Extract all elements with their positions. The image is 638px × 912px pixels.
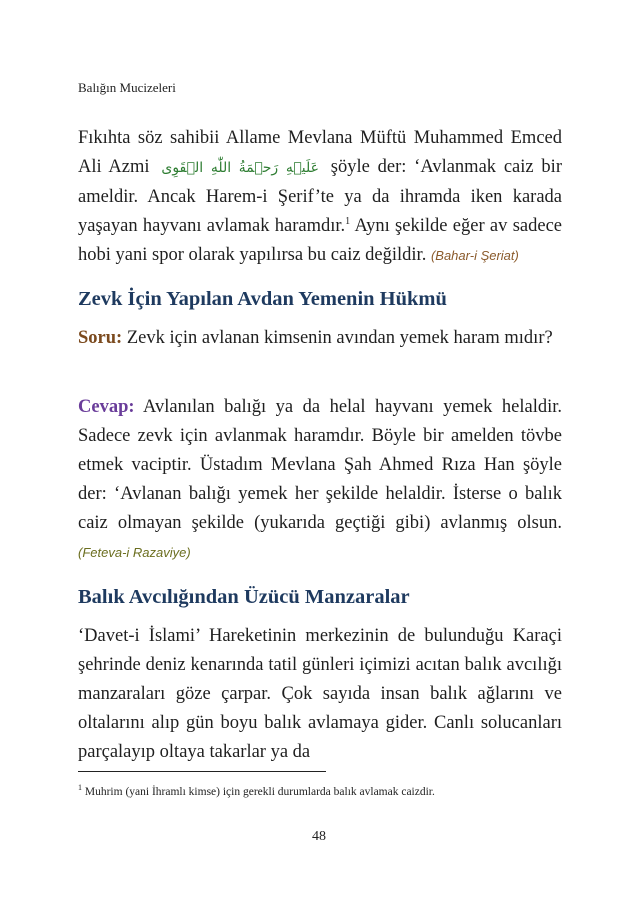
question-paragraph	[78, 324, 562, 353]
answer-text: Avlanılan balığı ya da helal hayvanı yemek helaldir. Sadece zevk için avlanmak haramdır. Böyle bir amelden tövbe etmek vaciptir. Üstadım Mevlana Şah Ahmed Rıza Han şöyle der: ‘Avlanan balığı yemek her şekilde helaldir. İsterse o balık caiz olmayan şekilde (yukarıda geçtiği gibi) avlanmış olsun.	[78, 397, 562, 533]
section-heading-balik-avciligi: Balık Avcılığından Üzücü Manzaralar	[78, 586, 410, 608]
citation-bahar-i-seriat: (Bahar-i Şeriat)	[430, 248, 519, 263]
question-text: Zevk için avlanan kimsenin avından yemek haram mıdır?	[126, 328, 553, 348]
running-header: Balığın Mucizeleri	[78, 80, 176, 95]
citation-feteva-i-razaviye: (Feteva-i Razaviye)	[78, 545, 191, 560]
intro-paragraph	[78, 124, 562, 270]
footnote-reference[interactable]: 1	[345, 215, 351, 227]
intro-text-part3: Aynı şekilde eğer av sadece hobi yani spor olarak yapılırsa bu caiz değildir.	[78, 216, 562, 265]
footnote	[78, 783, 435, 798]
footnote-text: Muhrim (yani İhramlı kimse) için gerekli durumlarda balık avlamak caizdir.	[84, 786, 435, 798]
intro-text-part1: Fıkıhta söz sahibii Allame Mevlana Müftü Muhammed Emced Ali Azmi	[78, 128, 562, 177]
balik-avciligi-paragraph: ‘Davet-i İslami’ Hareketinin merkezinin de bulunduğu Karaçi şehrinde deniz kenarında tatil günleri içimizi acıtan balık avcılığı manzaraları göze çarpar. Çok sayıda insan balık ağlarını ve oltalarını alıp gün boyu balık avlamaya gider. Canlı solucanları parçalayıp oltaya takarlar ya da	[78, 626, 562, 762]
arabic-honorific: عَلَيۡهِ رَحۡمَةُ اللّٰهِ الۡقَوِی	[161, 160, 319, 176]
answer-label: Cevap:	[78, 397, 135, 417]
footnote-divider	[78, 771, 326, 772]
answer-paragraph	[78, 393, 562, 567]
page-number: 48	[312, 829, 326, 844]
section-heading-zevk: Zevk İçin Yapılan Avdan Yemenin Hükmü	[78, 288, 447, 310]
footnote-marker: 1	[78, 783, 82, 793]
intro-text-part2: şöyle der: ‘Avlanmak caiz bir ameldir. Ancak Harem-i Şerif’te ya da ihramda iken karada yaşayan hayvanı avlamak haramdır.	[78, 157, 562, 236]
question-label: Soru:	[78, 328, 123, 348]
